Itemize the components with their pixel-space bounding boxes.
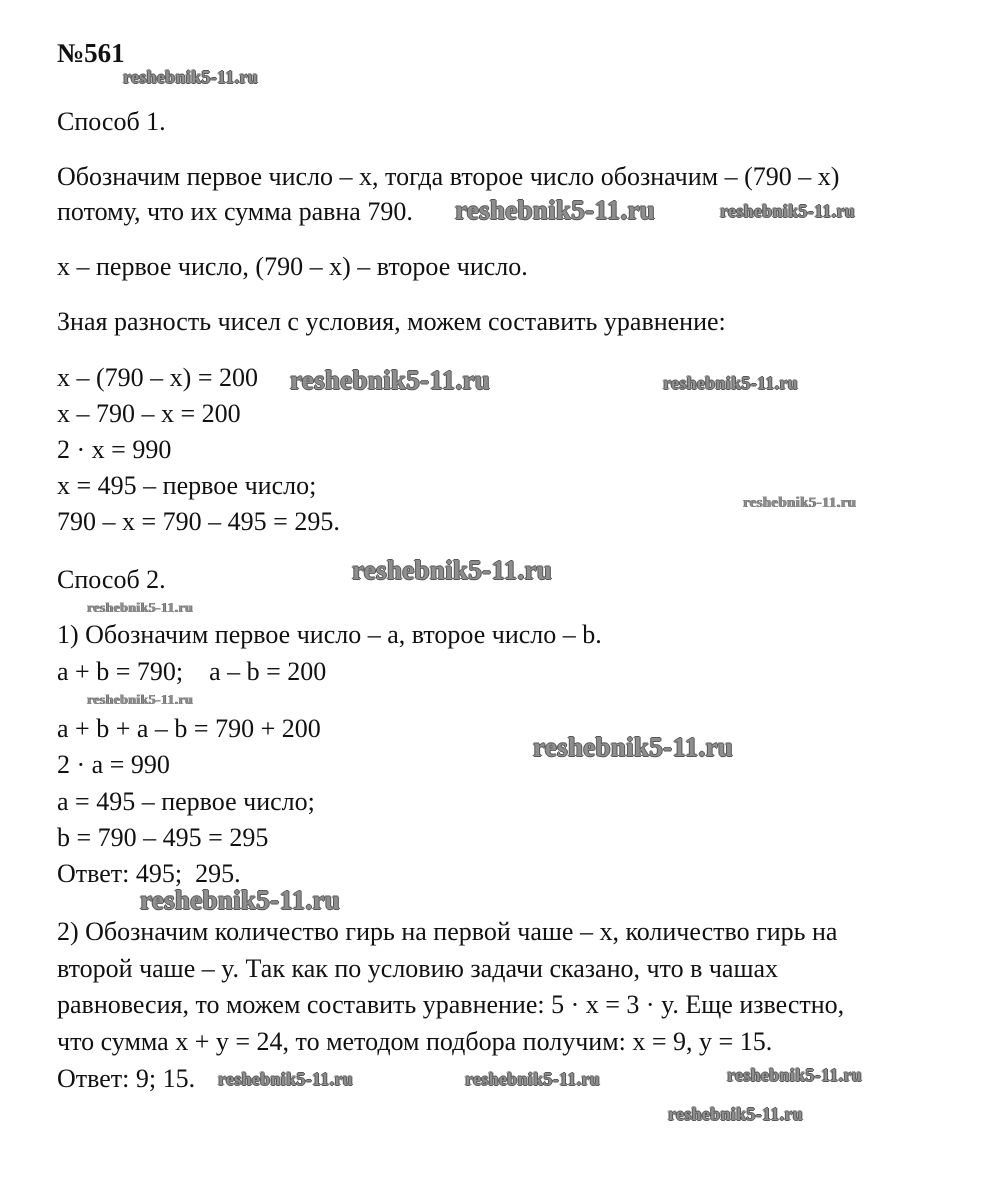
watermark: reshebnik5-11.ru xyxy=(218,1069,353,1089)
watermark: reshebnik5-11.ru xyxy=(668,1104,803,1124)
text-line: потому, что их сумма равна 790. xyxy=(57,197,413,226)
watermark: reshebnik5-11.ru xyxy=(720,201,855,221)
text-line: Обозначим первое число – x, тогда второе число обозначим – (790 – x) xyxy=(57,162,840,191)
watermark: reshebnik5-11.ru xyxy=(465,1069,600,1089)
watermark: reshebnik5-11.ru xyxy=(140,885,341,915)
watermark: reshebnik5-11.ru xyxy=(87,601,194,616)
watermark: reshebnik5-11.ru xyxy=(455,195,656,225)
equation-line: a + b = 790; a – b = 200 xyxy=(57,657,327,686)
equation-line: a + b + a – b = 790 + 200 xyxy=(57,714,321,743)
text-line: что сумма x + y = 24, то методом подбора получим: x = 9, y = 15. xyxy=(57,1027,773,1056)
text-line: второй чаше – y. Так как по условию задачи сказано, что в чашах xyxy=(57,954,779,983)
text-line: 2) Обозначим количество гирь на первой чаше – x, количество гирь на xyxy=(57,917,838,946)
answer-line: Ответ: 495; 295. xyxy=(57,859,241,888)
equation-line: 2 · x = 990 xyxy=(57,435,172,464)
watermark: reshebnik5-11.ru xyxy=(727,1065,862,1085)
problem-number: №561 xyxy=(57,38,125,68)
equation-line: x – (790 – x) = 200 xyxy=(57,363,258,392)
equation-line: 790 – x = 790 – 495 = 295. xyxy=(57,507,340,536)
equation-line: x = 495 – первое число; xyxy=(57,471,317,500)
equation-line: 2 · a = 990 xyxy=(57,750,170,779)
equation-line: a = 495 – первое число; xyxy=(57,787,315,816)
equation-line: x – 790 – x = 200 xyxy=(57,399,241,428)
method-2-heading: Способ 2. xyxy=(57,565,166,594)
answer-line: Ответ: 9; 15. xyxy=(57,1064,196,1093)
watermark: reshebnik5-11.ru xyxy=(87,693,194,708)
text-line: x – первое число, (790 – x) – второе число. xyxy=(57,252,528,281)
watermark: reshebnik5-11.ru xyxy=(743,495,857,511)
watermark: reshebnik5-11.ru xyxy=(533,732,734,762)
equation-line: b = 790 – 495 = 295 xyxy=(57,823,269,852)
text-line: равновесия, то можем составить уравнение: 5 · x = 3 · y. Еще известно, xyxy=(57,990,845,1019)
method-1-heading: Способ 1. xyxy=(57,107,166,136)
text-line: 1) Обозначим первое число – a, второе число – b. xyxy=(57,620,602,649)
text-line: Зная разность чисел с условия, можем составить уравнение: xyxy=(57,307,726,336)
watermark: reshebnik5-11.ru xyxy=(123,67,258,87)
watermark: reshebnik5-11.ru xyxy=(663,373,798,393)
watermark: reshebnik5-11.ru xyxy=(290,365,491,395)
watermark: reshebnik5-11.ru xyxy=(352,555,553,585)
